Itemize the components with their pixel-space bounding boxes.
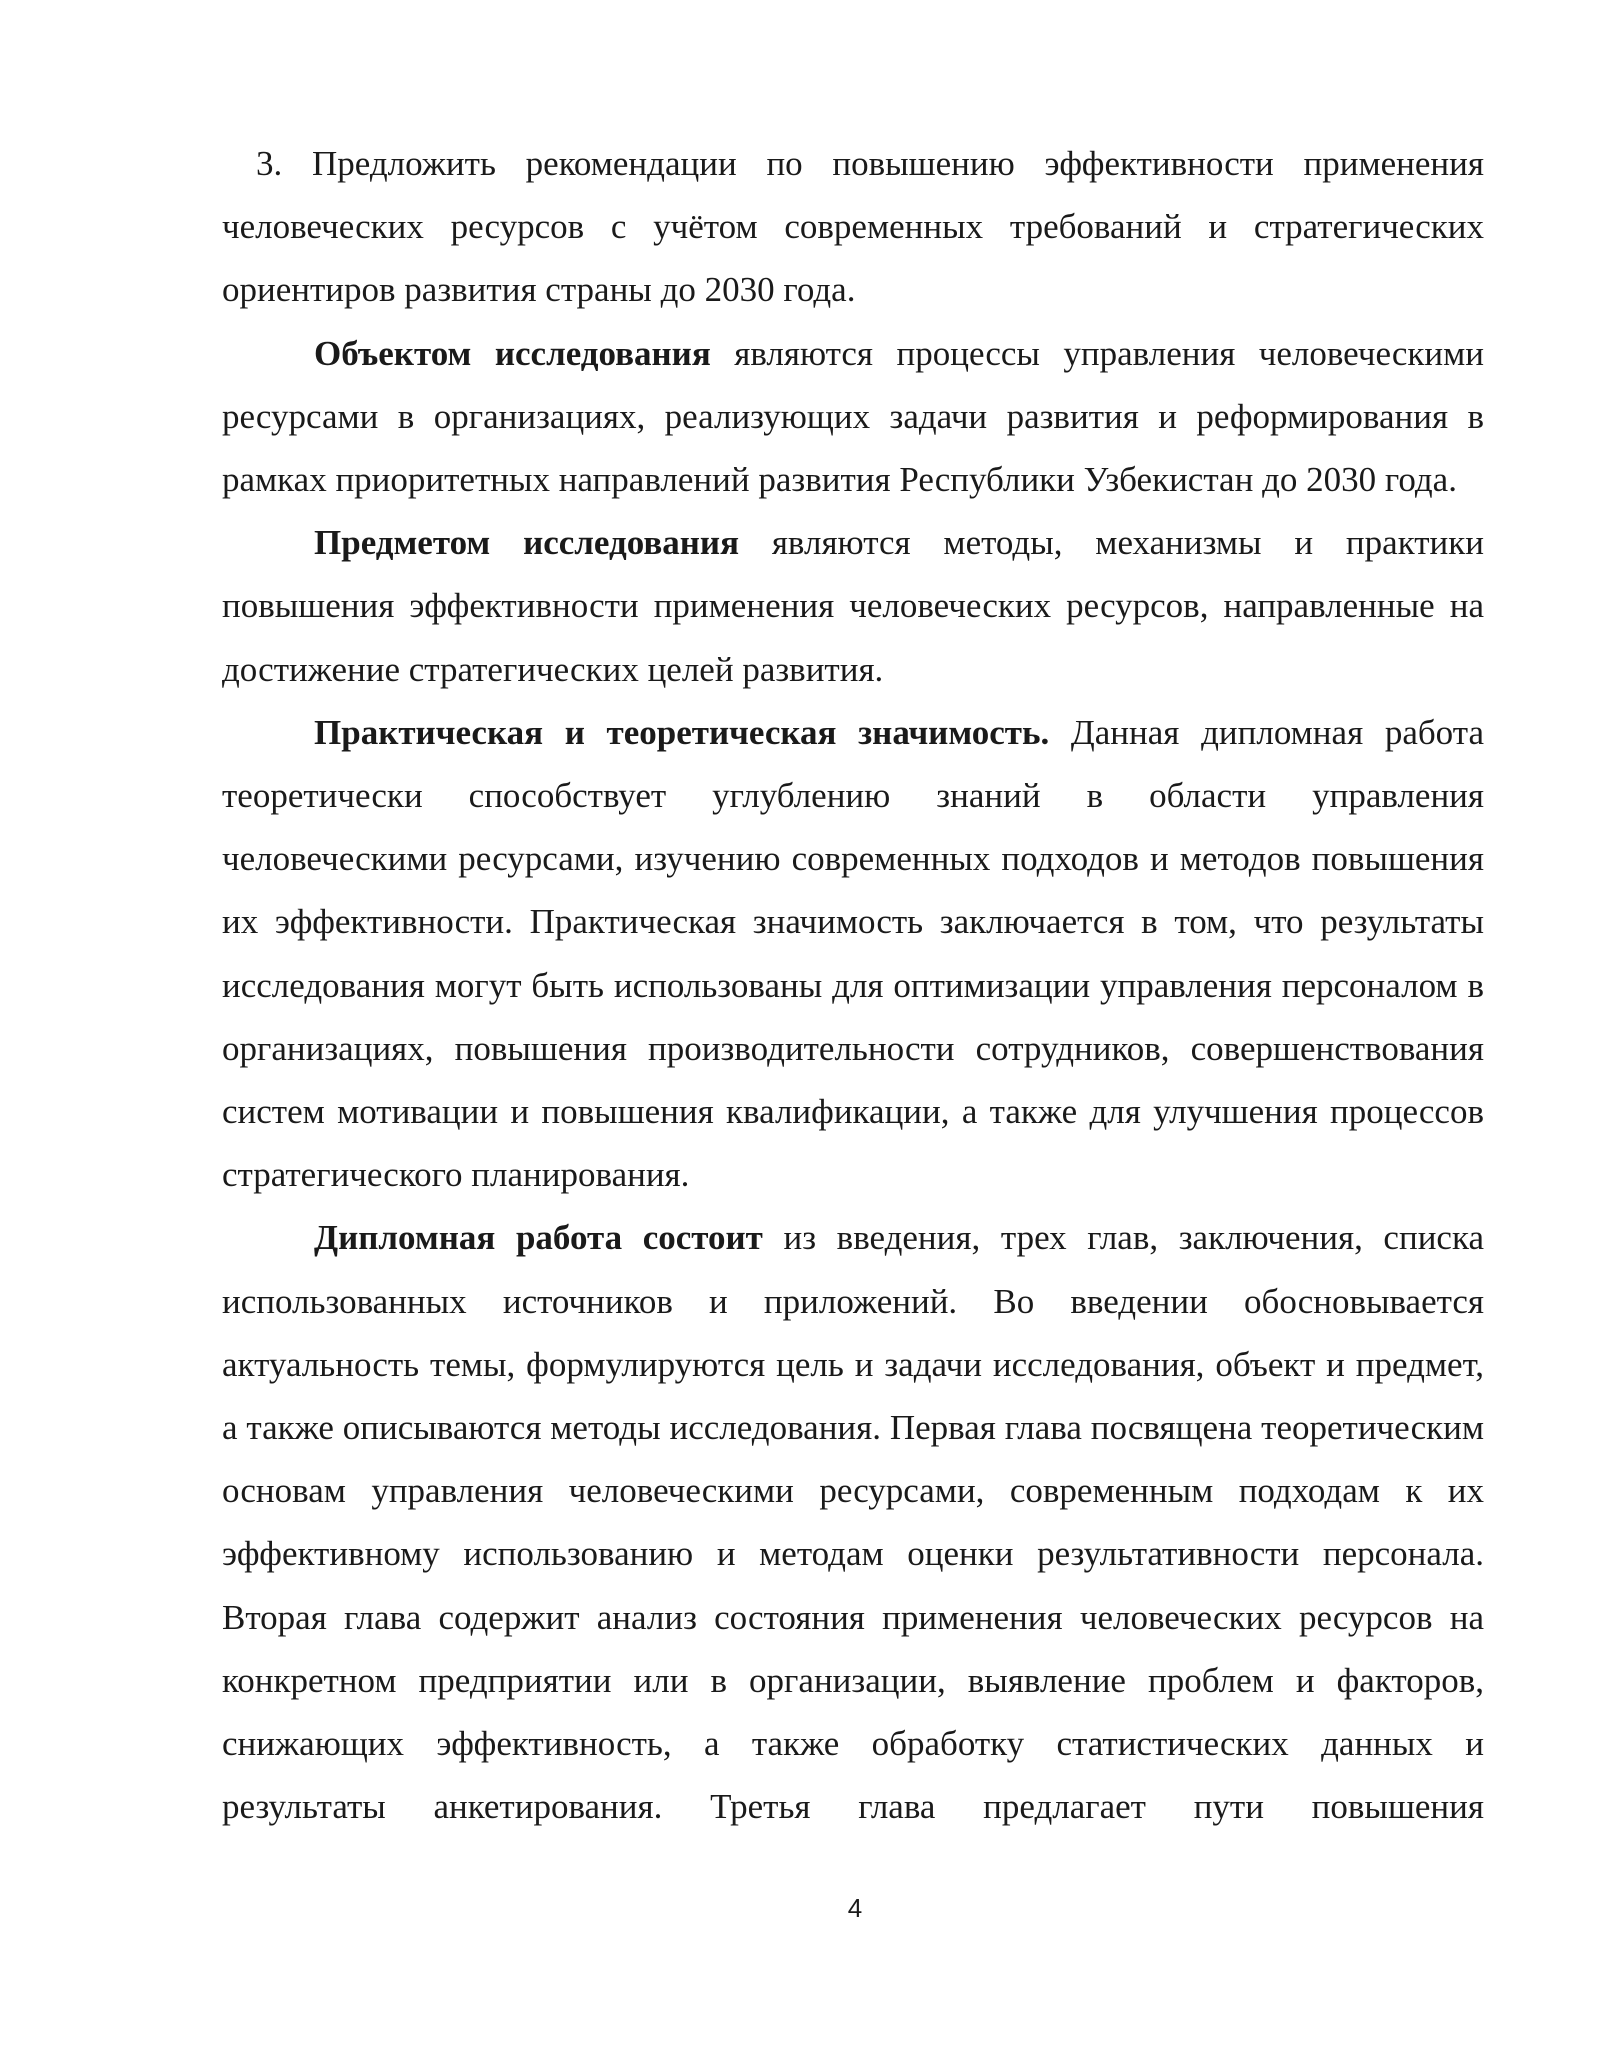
paragraph-structure [222, 1206, 1484, 1838]
paragraph-text: из введения, трех глав, заключения, списка использованных источников и приложений. Во введении обосновывается актуальность темы, формулируются цель и задачи исследования, объект и предмет, а также описываются методы исследования. Первая глава посвящена теоретическим основам управления человеческими ресурсами, современным подходам к их эффективному использованию и методам оценки результативности персонала. Вторая глава содержит анализ состояния применения человеческих ресурсов на конкретном предприятии или в организации, выявление проблем и факторов, снижающих эффективность, а также обработку статистических данных и результаты анкетирования. Третья глава предлагает пути повышения [222, 1218, 1484, 1827]
paragraph-subject [222, 511, 1484, 701]
paragraph-text: Данная дипломная работа теоретически способствует углублению знаний в области управления человеческими ресурсами, изучению современных подходов и методов повышения их эффективности. Практическая значимость заключается в том, что результаты исследования могут быть использованы для оптимизации управления персоналом в организациях, повышения производительности сотрудников, совершенствования систем мотивации и повышения квалификации, а также для улучшения процессов стратегического планирования. [222, 712, 1484, 1195]
paragraph-text: 3. Предложить рекомендации по повышению эффективности применения человеческих ресурсов с учётом современных требований и стратегических ориентиров развития страны до 2030 года. [222, 144, 1484, 310]
paragraph-lead: Предметом исследования [314, 523, 740, 563]
body-text [222, 132, 1484, 1838]
paragraph-lead: Практическая и теоретическая значимость. [314, 712, 1050, 752]
page-number: 4 [847, 1893, 863, 1923]
paragraph-text: являются методы, механизмы и практики повышения эффективности применения человеческих ресурсов, направленные на достижение стратегических целей развития. [222, 523, 1484, 689]
paragraph-object [222, 322, 1484, 512]
paragraph-text: являются процессы управления человеческими ресурсами в организациях, реализующих задачи развития и реформирования в рамках приоритетных направлений развития Республики Узбекистан до 2030 года. [222, 333, 1484, 500]
paragraph-lead: Дипломная работа состоит [314, 1218, 763, 1258]
paragraph-lead: Объектом исследования [314, 333, 711, 373]
paragraph-task-3 [222, 132, 1484, 322]
paragraph-significance [222, 701, 1484, 1207]
